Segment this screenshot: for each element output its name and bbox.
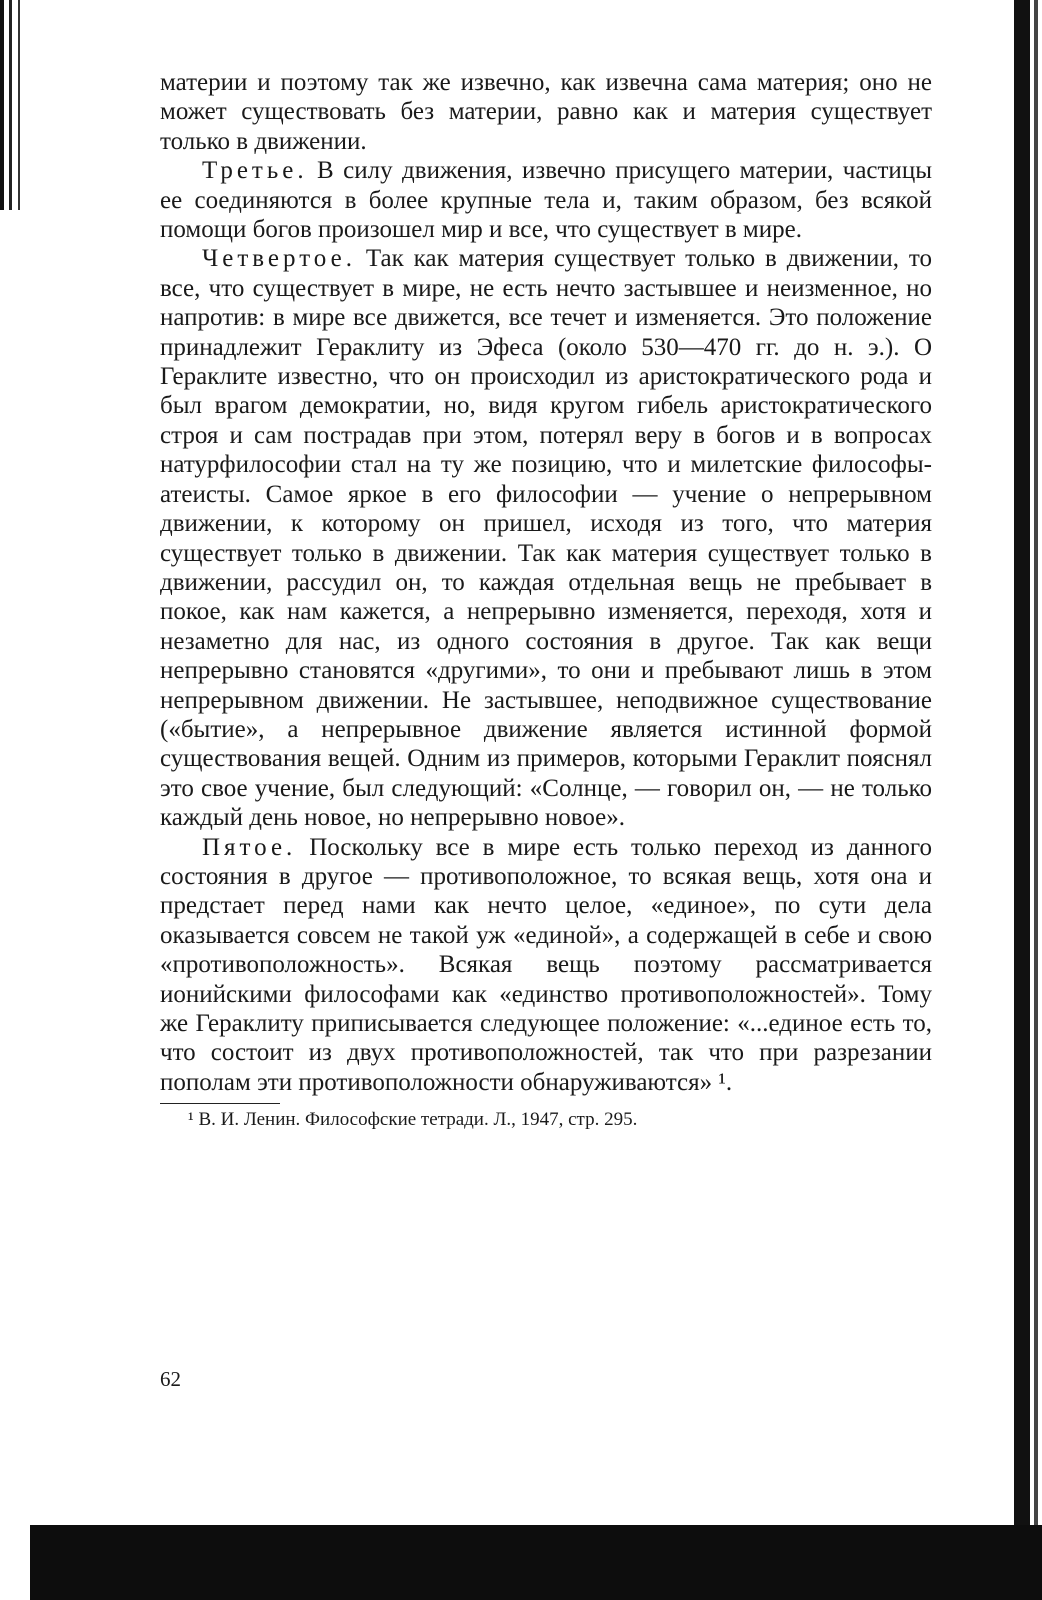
paragraph-text: В силу движения, извечно присущего материи, частицы ее соединяются в более крупные тела и, таким образом, без всякой помощи богов произошел мир и все, что существует в мире. [160, 157, 932, 244]
footnote-rule [160, 1103, 280, 1104]
page-number: 62 [160, 1367, 181, 1391]
paragraph-continuation [160, 68, 932, 156]
paragraph-third [160, 156, 932, 244]
paragraph-text: Поскольку все в мире есть только переход из данного состояния в другое — противоположное, то всякая вещь, хотя она и предстает перед нами как нечто целое, «единое», по сути дела оказывается совсем не такой уж «единой», а содержащей в себе и свою «противоположность». Всякая вещь поэтому рассматривается ионийскими философами как «единство противоположностей». Тому же Гераклиту приписывается следующее положение: «...единое есть то, что состоит из двух противоположностей, так что при разрезании пополам эти противоположности обнаруживаются» ¹. [160, 833, 932, 1096]
paragraph-text: Так как материя существует только в движении, то все, что существует в мире, не есть нечто застывшее и неизменное, но напротив: в мире все движется, все течет и изменяется. Это положение принадлежит Гераклиту из Эфеса (около 530—470 гг. до н. э.). О Гераклите известно, что он происходил из аристократического рода и был врагом демократии, но, видя кругом гибель аристократического строя и сам пострадав при этом, потерял веру в богов и в вопросах натурфилософии стал на ту же позицию, что и милетские философы-атеисты. Самое яркое в его философии — учение о непрерывном движении, к которому он пришел, исходя из того, что материя существует только в движении. Так как материя существует только в движении, рассудил он, то каждая отдельная вещь не пребывает в покое, как нам кажется, а непрерывно изменяется, переходя, хотя и незаметно для нас, из одного состояния в другое. Так как вещи непрерывно становятся «другими», то они и пребывают лишь в этом непрерывном движении. Не застывшее, неподвижное существование («бытие», а непрерывное движение является истинной формой существования вещей. Одним из примеров, которыми Гераклит пояснял это свое учение, был следующий: «Солнце, — говорил он, — не только каждый день новое, но непрерывно новое». [160, 245, 932, 832]
scan-edge-right [1014, 0, 1030, 1525]
footnote: ¹ В. И. Ленин. Философские тетради. Л., 1947, стр. 295. [188, 1109, 638, 1131]
scan-edge-bottom [30, 1525, 1042, 1600]
paragraph-fifth [160, 833, 932, 1098]
paragraph-lead: Третье. [202, 157, 308, 185]
scan-edge-right-thin [1034, 0, 1038, 1525]
scan-edge-left [0, 0, 46, 210]
paragraph-fourth [160, 244, 932, 832]
paragraph-lead: Пятое. [202, 833, 297, 861]
paragraph-lead: Четвертое. [202, 245, 356, 273]
book-page [160, 68, 932, 1132]
paragraph-text: материи и поэтому так же извечно, как извечна сама материя; оно не может существовать без материи, равно как и материя существует только в движении. [160, 69, 932, 155]
